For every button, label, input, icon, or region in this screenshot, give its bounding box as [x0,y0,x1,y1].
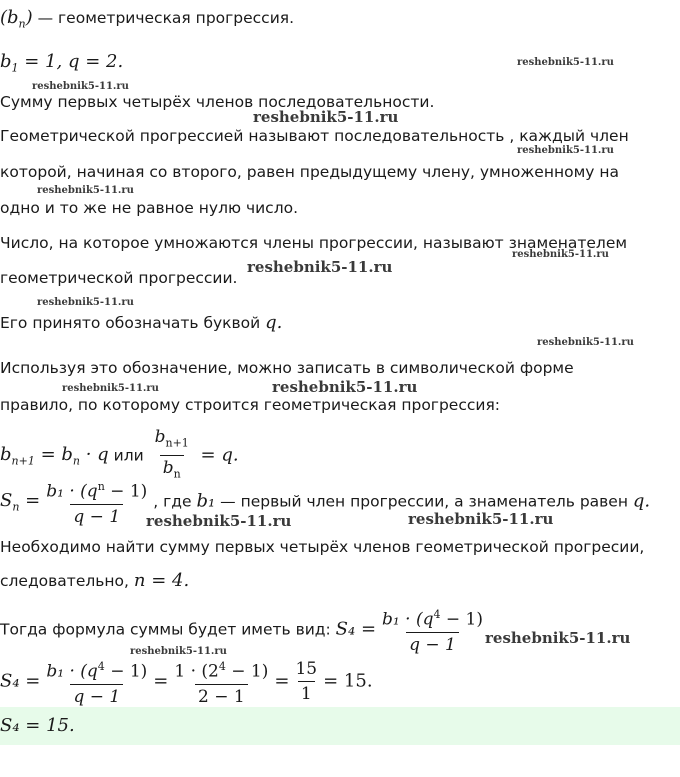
watermark: reshebnik5-11.ru [408,510,554,528]
watermark: reshebnik5-11.ru [62,383,159,394]
rule-line-1: Используя это обозначение, можно записать в символической форме [0,359,574,377]
sequence-header [0,8,294,35]
watermark: reshebnik5-11.ru [253,108,399,126]
need-line-2: следовательно, n = 4. [0,570,190,591]
then-fraction: $\frac{b_1 \cdot (q^4 - 1)}{q - 1}$ [382,608,483,655]
watermark: reshebnik5-11.ru [485,629,631,647]
q-symbol: q. [265,312,283,333]
answer-box [0,707,680,745]
given-values: $b_1 = 1$, q = 2. [0,51,124,75]
then-formula: Тогда формула суммы будет иметь вид: S₄ = $\frac{b_1 \cdot (q^4 - 1)}{q - 1}$ [0,604,489,656]
watermark: reshebnik5-11.ru [272,378,418,396]
calc-fraction-3: $\frac{15}{1}$ [295,659,318,705]
watermark: reshebnik5-11.ru [512,249,609,260]
watermark: reshebnik5-11.ru [537,337,634,348]
sequence-symbol: $(b_n)$ [0,7,33,31]
definition-line-3: одно и то же не равное нулю число. [0,199,299,217]
watermark: reshebnik5-11.ru [247,258,393,276]
recurrence-formula: $b_{n+1} = b_n \cdot q$ или $\frac{b_{n+1}}{b_n}$ = q. [0,426,239,486]
definition-line-6: Его принято обозначать буквой q. [0,312,283,333]
definition-line-5: геометрической прогрессии. [0,269,238,287]
watermark: reshebnik5-11.ru [37,185,134,196]
definition-line-4: Число, на которое умножаются члены прогрессии, называют знаменателем [0,234,628,252]
sequence-header-text: — геометрическая прогрессия. [32,9,295,27]
definition-line-2: которой, начиная со второго, равен предыдущему члену, умноженному на [0,163,620,181]
sum-fraction: $\frac{b_1 \cdot (q^n - 1)}{q - 1}$ [46,480,148,527]
watermark: reshebnik5-11.ru [37,297,134,308]
need-line-1: Необходимо найти сумму первых четырёх членов геометрической прогресии, [0,538,645,556]
task-text: Сумму первых четырёх членов последовательности. [0,93,435,111]
watermark: reshebnik5-11.ru [517,57,614,68]
answer-text: S₄ = 15. [0,715,75,736]
rule-line-2: правило, по которому строится геометрическая прогрессия: [0,396,500,414]
recurrence-fraction: $\frac{b_{n+1}}{b_n}$ [152,426,192,486]
sum-formula: $S_n$ = $\frac{b_1 \cdot (q^n - 1)}{q - 1}$ , где b₁ — первый член прогрессии, а знаменатель равен q. [0,476,650,528]
watermark: reshebnik5-11.ru [146,512,292,530]
calc-fraction-2: $\frac{1 \cdot (2^4 - 1)}{2 - 1}$ [174,660,269,707]
calc-fraction-1: $\frac{b_1 \cdot (q^4 - 1)}{q - 1}$ [46,660,148,707]
definition-line-1: Геометрической прогрессией называют последовательность , каждый член [0,127,629,145]
calculation: S₄ = $\frac{b_1 \cdot (q^4 - 1)}{q - 1}$ = $\frac{1 \cdot (2^4 - 1)}{2 - 1}$ = $\frac{15}{1}$ = 15. [0,656,373,708]
watermark: reshebnik5-11.ru [517,145,614,156]
watermark: reshebnik5-11.ru [32,81,129,92]
watermark: reshebnik5-11.ru [130,646,227,657]
